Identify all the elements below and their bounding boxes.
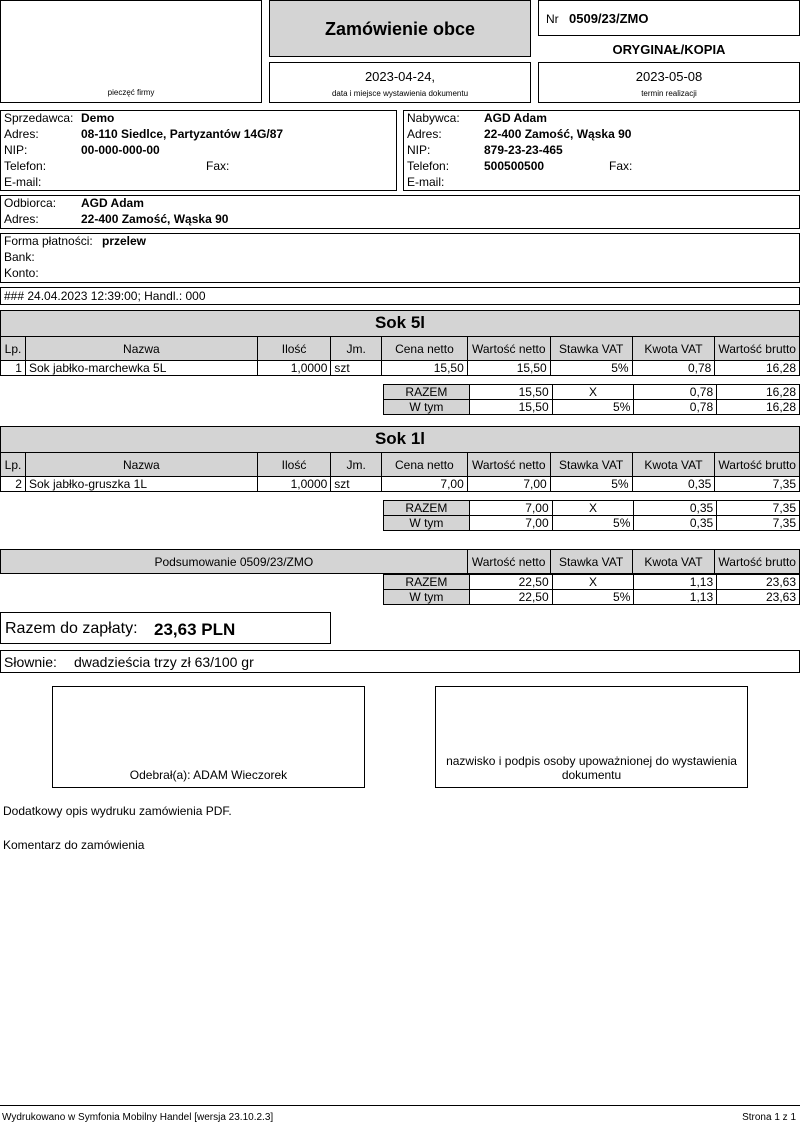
total-net-value: 22,50: [469, 575, 552, 590]
buyer-address-label: Adres:: [407, 127, 442, 141]
total-gross-value: 7,35: [717, 501, 800, 516]
total-net-value: 15,50: [469, 385, 552, 400]
table-header-row: [1, 337, 800, 361]
item-unit: szt: [331, 477, 382, 492]
amount-due-box: [0, 612, 331, 644]
item-gross-value: 7,35: [715, 477, 800, 492]
col-name: Nazwa: [25, 337, 257, 361]
total-vat-rate: X: [552, 575, 634, 590]
total-label: RAZEM: [384, 501, 470, 516]
total-net-value: 7,00: [469, 501, 552, 516]
incl-vat-amount: 0,78: [634, 400, 717, 415]
col-net-value: Wartość netto: [467, 337, 550, 361]
item-net-value: 7,00: [467, 477, 550, 492]
amount-in-words-label: Słownie:: [4, 654, 57, 670]
col-vat-amount: Kwota VAT: [632, 453, 715, 477]
items-table: [0, 452, 800, 492]
table-row: [1, 361, 800, 376]
buyer-fax-label: Fax:: [609, 159, 633, 173]
item-net-price: 7,00: [382, 477, 468, 492]
item-lp: 1: [1, 361, 26, 376]
meta-line: ### 24.04.2023 12:39:00; Handl.: 000: [4, 289, 206, 303]
incl-vat-rate: 5%: [552, 400, 634, 415]
col-gross-value: Wartość brutto: [715, 337, 800, 361]
recipient-address: 22-400 Zamość, Wąska 90: [81, 212, 229, 226]
payment-method: przelew: [102, 234, 147, 248]
item-name: Sok jabłko-gruszka 1L: [25, 477, 257, 492]
payment-box: [0, 233, 800, 283]
company-stamp-label: pieczęć firmy: [107, 88, 155, 97]
nr-label: Nr: [546, 12, 559, 26]
total-row: [384, 575, 800, 590]
buyer-label: Nabywca:: [407, 111, 460, 125]
total-gross-value: 23,63: [717, 575, 800, 590]
item-lp: 2: [1, 477, 26, 492]
col-vat-rate: Stawka VAT: [550, 550, 632, 574]
authorized-signature-box: [435, 686, 748, 788]
buyer-nip: 879-23-23-465: [484, 143, 563, 157]
summary-title: Podsumowanie 0509/23/ZMO: [1, 550, 468, 574]
summary-header-row: [1, 550, 800, 574]
recipient-address-label: Adres:: [4, 212, 39, 226]
total-vat-amount: 1,13: [634, 575, 717, 590]
col-gross-value: Wartość brutto: [715, 453, 800, 477]
seller-nip: 00-000-000-00: [81, 143, 160, 157]
incl-vat-amount: 1,13: [634, 590, 717, 605]
col-qty: Ilość: [257, 337, 331, 361]
account-label: Konto:: [4, 266, 39, 280]
seller-box: [0, 110, 397, 191]
additional-description: Dodatkowy opis wydruku zamówienia PDF.: [3, 804, 232, 818]
item-qty: 1,0000: [257, 361, 331, 376]
col-vat-amount: Kwota VAT: [632, 337, 715, 361]
issue-date: 2023-04-24,: [364, 69, 436, 84]
incl-row: [384, 516, 800, 531]
authorized-signature-label: nazwisko i podpis osoby upoważnionej do wystawienia dokumentu: [446, 754, 737, 782]
incl-label: W tym: [384, 516, 470, 531]
incl-label: W tym: [384, 400, 470, 415]
incl-gross-value: 7,35: [717, 516, 800, 531]
col-lp: Lp.: [1, 337, 26, 361]
incl-vat-amount: 0,35: [634, 516, 717, 531]
table-row: [1, 477, 800, 492]
due-date-box: [538, 62, 800, 103]
seller-nip-label: NIP:: [4, 143, 28, 157]
recipient-label: Odbiorca:: [4, 196, 57, 210]
seller-label: Sprzedawca:: [4, 111, 74, 125]
buyer-nip-label: NIP:: [407, 143, 431, 157]
incl-row: [384, 400, 800, 415]
seller-address-label: Adres:: [4, 127, 39, 141]
item-name: Sok jabłko-marchewka 5L: [25, 361, 257, 376]
col-qty: Ilość: [257, 453, 331, 477]
total-vat-rate: X: [552, 501, 634, 516]
incl-vat-rate: 5%: [552, 590, 634, 605]
section-title: Sok 5l: [0, 310, 800, 337]
buyer-box: [403, 110, 800, 191]
recipient-box: [0, 195, 800, 229]
col-vat-rate: Stawka VAT: [550, 453, 632, 477]
page-number: Strona 1 z 1: [742, 1112, 796, 1123]
item-vat-rate: 5%: [550, 361, 632, 376]
col-vat-amount: Kwota VAT: [632, 550, 715, 574]
item-gross-value: 16,28: [715, 361, 800, 376]
amount-due-value: 23,63 PLN: [154, 620, 236, 639]
printed-by: Wydrukowano w Symfonia Mobilny Handel [wersja 23.10.2.3]: [2, 1112, 274, 1123]
total-vat-amount: 0,78: [634, 385, 717, 400]
issue-date-label: data i miejsce wystawienia dokumentu: [331, 89, 469, 98]
incl-net-value: 15,50: [469, 400, 552, 415]
amount-in-words-box: [0, 650, 800, 673]
item-net-price: 15,50: [382, 361, 468, 376]
incl-net-value: 22,50: [469, 590, 552, 605]
items-table: [0, 336, 800, 376]
seller-name: Demo: [81, 111, 115, 125]
incl-row: [384, 590, 800, 605]
col-gross-value: Wartość brutto: [715, 550, 800, 574]
item-unit: szt: [331, 361, 382, 376]
col-lp: Lp.: [1, 453, 26, 477]
incl-vat-rate: 5%: [552, 516, 634, 531]
col-net-price: Cena netto: [382, 453, 468, 477]
buyer-phone: 500500500: [484, 159, 545, 173]
received-by: Odebrał(a): ADAM Wieczorek: [129, 768, 288, 782]
footer-divider: [0, 1105, 800, 1106]
total-gross-value: 16,28: [717, 385, 800, 400]
incl-gross-value: 16,28: [717, 400, 800, 415]
buyer-address: 22-400 Zamość, Wąska 90: [484, 127, 632, 141]
col-unit: Jm.: [331, 453, 382, 477]
buyer-name: AGD Adam: [484, 111, 547, 125]
item-vat-amount: 0,78: [632, 361, 715, 376]
buyer-phone-label: Telefon:: [407, 159, 450, 173]
due-date-label: termin realizacji: [641, 89, 697, 98]
total-label: RAZEM: [384, 575, 470, 590]
summary-totals-table: [383, 574, 800, 605]
col-net-value: Wartość netto: [467, 550, 550, 574]
section-totals-table: [383, 500, 800, 531]
document-title: Zamówienie obce: [324, 19, 476, 39]
total-vat-rate: X: [552, 385, 634, 400]
total-label: RAZEM: [384, 385, 470, 400]
document-number: 0509/23/ZMO: [569, 11, 649, 26]
order-comment: Komentarz do zamówienia: [3, 838, 145, 852]
bank-label: Bank:: [4, 250, 35, 264]
seller-email-label: E-mail:: [4, 175, 42, 189]
total-row: [384, 501, 800, 516]
seller-phone-label: Telefon:: [4, 159, 47, 173]
section-totals-table: [383, 384, 800, 415]
document-title-box: [269, 0, 531, 57]
received-by-signature-box: [52, 686, 365, 788]
item-net-value: 15,50: [467, 361, 550, 376]
seller-fax-label: Fax:: [206, 159, 230, 173]
total-row: [384, 385, 800, 400]
amount-due-label: Razem do zapłaty:: [5, 620, 138, 637]
seller-address: 08-110 Siedlce, Partyzantów 14G/87: [81, 127, 284, 141]
incl-label: W tym: [384, 590, 470, 605]
due-date: 2023-05-08: [635, 69, 703, 84]
company-stamp-box: [0, 0, 262, 103]
section-title: Sok 1l: [0, 426, 800, 453]
total-vat-amount: 0,35: [634, 501, 717, 516]
col-name: Nazwa: [25, 453, 257, 477]
col-net-value: Wartość netto: [467, 453, 550, 477]
item-qty: 1,0000: [257, 477, 331, 492]
payment-method-label: Forma płatności:: [4, 234, 93, 248]
original-copy-label: ORYGINAŁ/KOPIA: [612, 42, 726, 57]
col-vat-rate: Stawka VAT: [550, 337, 632, 361]
item-vat-amount: 0,35: [632, 477, 715, 492]
document-number-box: [538, 0, 800, 36]
amount-in-words: dwadzieścia trzy zł 63/100 gr: [74, 654, 254, 670]
table-header-row: [1, 453, 800, 477]
item-vat-rate: 5%: [550, 477, 632, 492]
recipient-name: AGD Adam: [81, 196, 144, 210]
col-unit: Jm.: [331, 337, 382, 361]
buyer-email-label: E-mail:: [407, 175, 445, 189]
summary-table: [0, 549, 800, 574]
meta-line-box: [0, 287, 800, 305]
col-net-price: Cena netto: [382, 337, 468, 361]
issue-date-box: [269, 62, 531, 103]
incl-net-value: 7,00: [469, 516, 552, 531]
incl-gross-value: 23,63: [717, 590, 800, 605]
